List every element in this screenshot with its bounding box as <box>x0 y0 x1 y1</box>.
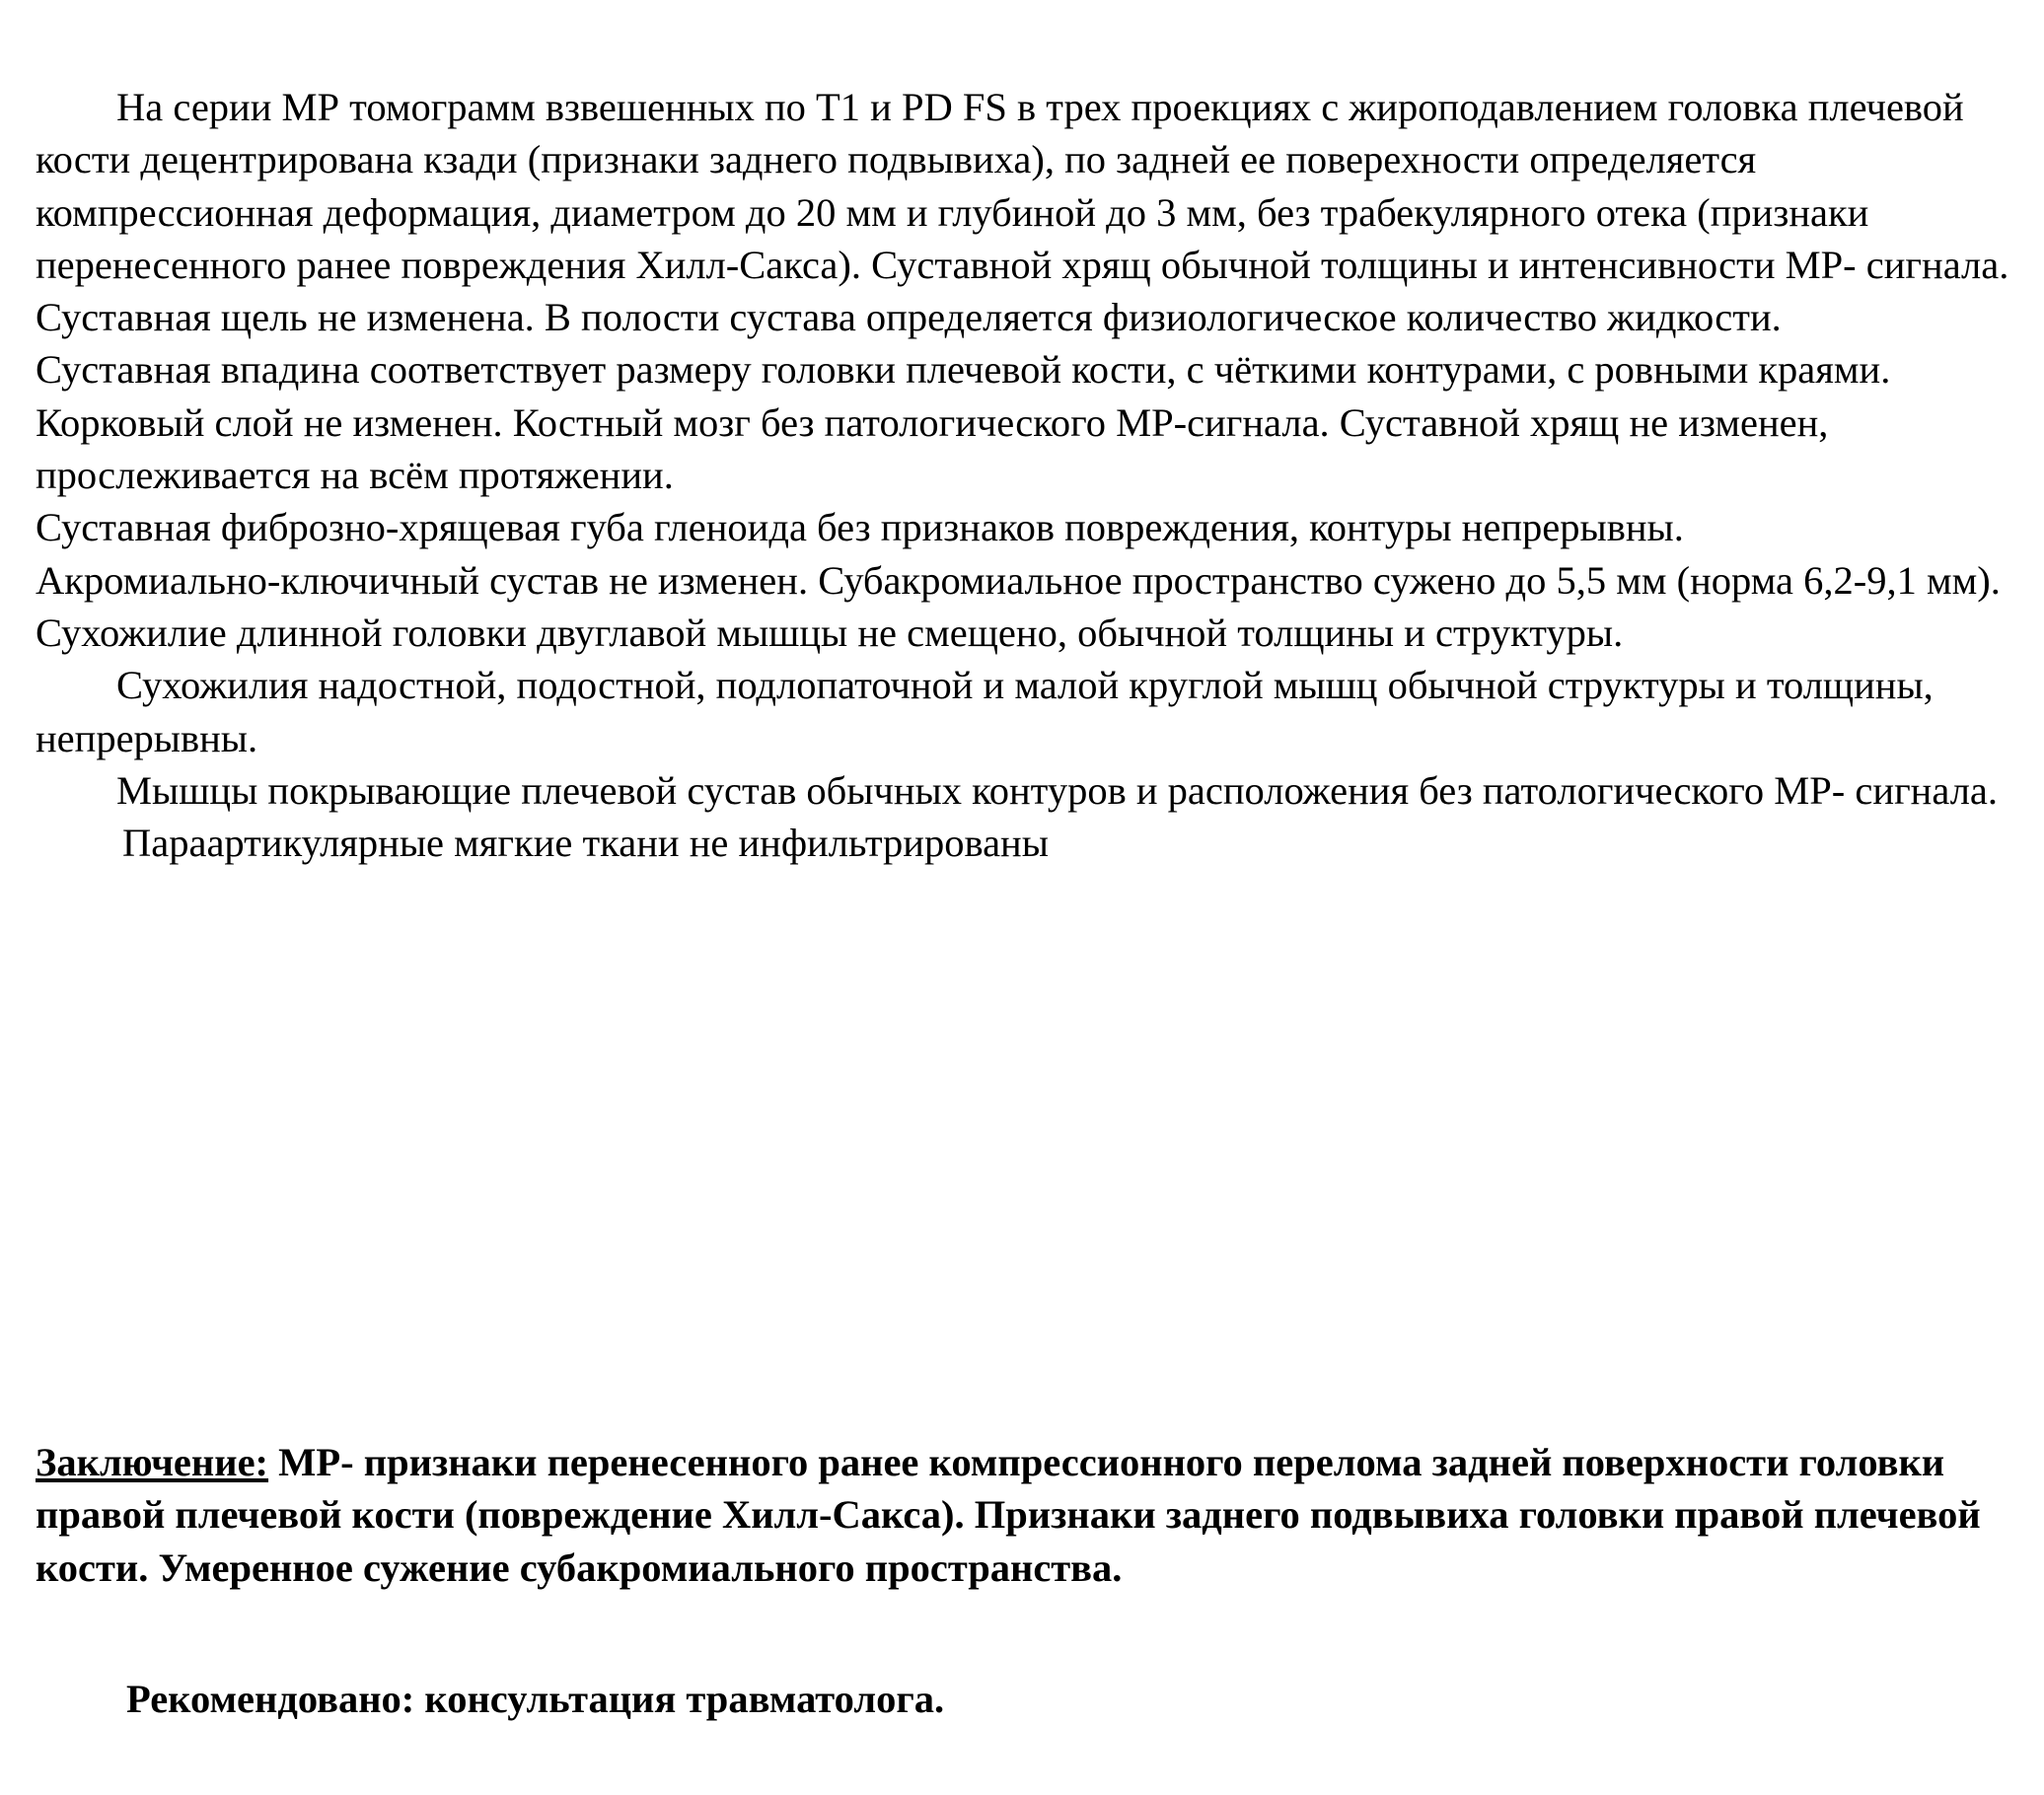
conclusion-label: Заключение: <box>36 1440 269 1484</box>
conclusion-text: МР- признаки перенесенного ранее компрессионного перелома задней поверхности головки правой плечевой кости (повреждение Хилл-Сакса). Признаки заднего подвывиха головки правой плечевой кости. Умеренное сужение субакромиального пространства. <box>36 1440 1981 1590</box>
report-body <box>36 81 2018 869</box>
findings-paragraph-rotator-cuff: Сухожилия надостной, подостной, подлопаточной и малой круглой мышц обычной структуры и толщины, непрерывны. <box>36 663 1934 760</box>
findings-paragraph-soft-tissues: Параартикулярные мягкие ткани не инфильтрированы <box>122 821 1049 866</box>
findings-paragraph-labrum: Суставная фиброзно-хрящевая губа гленоида без признаков повреждения, контуры непрерывны. <box>36 505 1684 550</box>
conclusion <box>36 1436 1999 1594</box>
findings-paragraph-acromioclavicular: Акромиально-ключичный сустав не изменен. Субакромиальное пространство сужено до 5,5 мм (норма 6,2-9,1 мм). <box>36 557 2001 603</box>
findings-paragraph-muscles: Мышцы покрывающие плечевой сустав обычных контуров и расположения без патологического МР- сигнала. <box>116 767 1999 813</box>
findings-paragraph-joint-space: Суставная щель не изменена. В полости сустава определяется физиологическое количество жидкости. <box>36 295 1782 340</box>
findings-paragraph-biceps-tendon: Сухожилие длинной головки двуглавой мышцы не смещено, обычной толщины и структуры. <box>36 610 1624 655</box>
recommendation: Рекомендовано: консультация травматолога. <box>126 1677 945 1721</box>
findings-paragraph-glenoid: Суставная впадина соответствует размеру головки плечевой кости, с чёткими контурами, с ровными краями. Корковый слой не изменен. Костный мозг без патологического МР-сигнала. Суставной хрящ не изменен, прослеживается на всём протяжении. <box>36 347 1891 498</box>
findings-paragraph-technique: На серии МР томограмм взвешенных по Т1 и PD FS в трех проекциях с жироподавлением головка плечевой кости децентрирована кзади (признаки заднего подвывиха), по задней ее поверехности определяется компрессионная деформация, диаметром до 20 мм и глубиной до 3 мм, без трабекулярного отека (признаки перенесенного ранее повреждения Хилл-Сакса). Суставной хрящ обычной толщины и интенсивности МР- сигнала. <box>36 85 2009 287</box>
